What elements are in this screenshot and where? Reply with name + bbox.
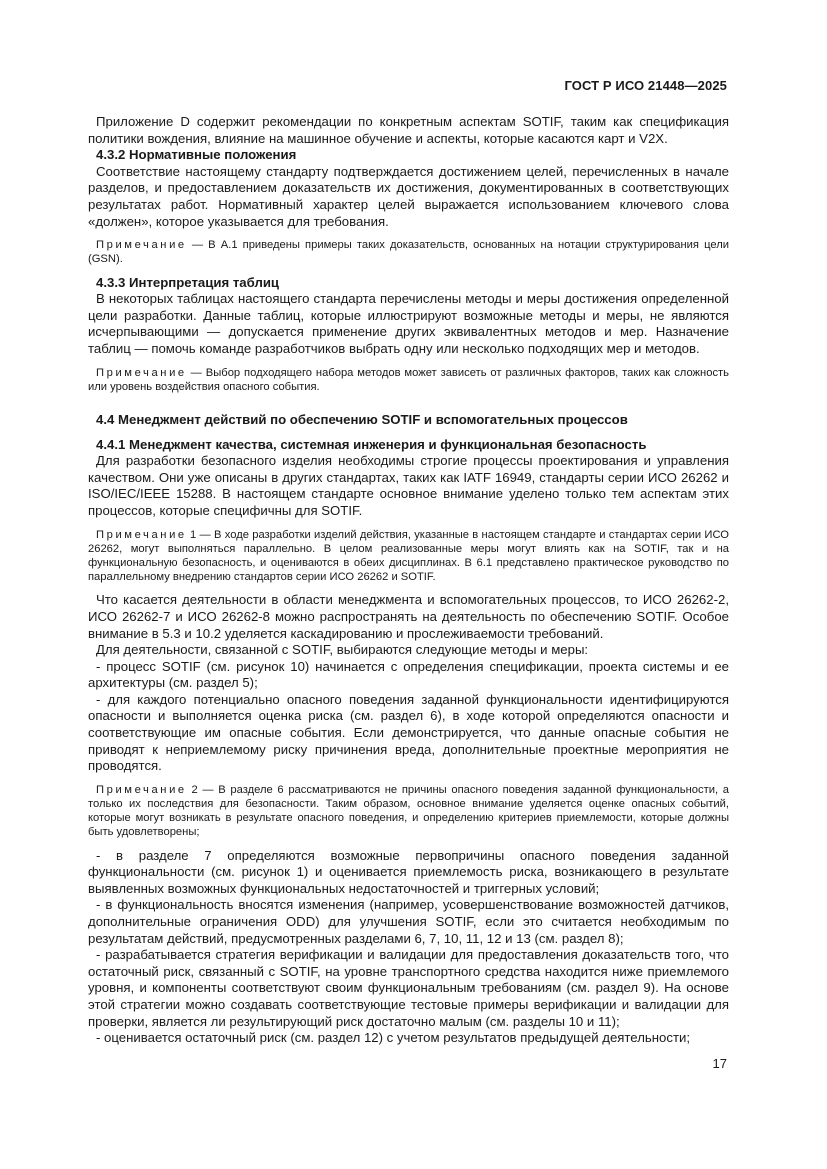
list-item: - разрабатывается стратегия верификации и валидации для предоставления доказательств того, что остаточный риск, связанный с SOTIF, на уровне транспортного средства находится ниже приемлемого уровня, и компоненты соответствуют своим функциональным требованиям (см. раздел 9). На основе этой стратегии можно создавать соответствующие тестовые примеры верификации и валидации для проверки, является ли результирующий риск достаточно малым (см. разделы 10 и 11); (88, 947, 729, 1029)
section-heading-4-3-2: 4.3.2 Нормативные положения (96, 147, 297, 163)
note-text: 1 — В ходе разработки изделий действия, указанные в настоящем стандарте и стандартах серии ИСО 26262, могут выполняться параллельно. В целом реализованные меры могут влиять как на SOTIF, так и на функциональную безопасность, и оцениваются в обеих дисциплинах. В 6.1 представлено практическое руководство по параллельному внедрению стандартов серии ИСО 26262 и SOTIF. (88, 528, 729, 584)
page-content (88, 114, 729, 1047)
note-label: Примечание (96, 528, 187, 541)
note (88, 366, 729, 394)
paragraph: Что касается деятельности в области менеджмента и вспомогательных процессов, то ИСО 26262-2, ИСО 26262-7 и ИСО 26262-8 можно распространять на деятельность по обеспечению SOTIF. Особое внимание в 5.3 и 10.2 уделяется каскадированию и прослеживаемости требований. (88, 592, 729, 641)
note-label: Примечание (96, 366, 187, 379)
note-label: Примечание (96, 783, 187, 796)
section-heading-4-3-3: 4.3.3 Интерпретация таблиц (96, 274, 280, 290)
page-number: 17 (712, 1056, 727, 1071)
paragraph: Соответствие настоящему стандарту подтверждается достижением целей, перечисленных в начале разделов, и предоставлением доказательств их достижения, документированных в соответствующих результатах работ. Нормативный характер целей выражается использованием ключевого слова «должен», которое указывается для требования. (88, 163, 729, 229)
note-text: 2 — В разделе 6 рассматриваются не причины опасного поведения заданной функциональности, а только их последствия для безопасности. Таким образом, основное внимание уделяется оценке опасных событий, которые могут возникать в результате опасного поведения, и определению критериев приемлемости, которые должны быть удовлетворены; (88, 783, 729, 839)
list-item: - в разделе 7 определяются возможные первопричины опасного поведения заданной функциональности (см. рисунок 1) и оценивается приемлемость риска, возникающего в результате выявленных возможных функциональных недостаточностей и триггерных условий; (88, 847, 729, 896)
paragraph: Для разработки безопасного изделия необходимы строгие процессы проектирования и управления качеством. Они уже описаны в других стандартах, таких как IATF 16949, стандарты серии ИСО 26262 и ISO/IEC/IEEE 15288. В настоящем стандарте основное внимание уделено только тем аспектам этих процессов, которые специфичны для SOTIF. (88, 453, 729, 518)
list-item: - в функциональность вносятся изменения (например, усовершенствование возможностей датчиков, дополнительные ограничения ODD) для улучшения SOTIF, если это считается необходимым по результатам действий, предусмотренных разделами 6, 7, 10, 11, 12 и 13 (см. раздел 8); (88, 897, 729, 946)
note (88, 528, 729, 585)
section-heading-4-4-1: 4.4.1 Менеджмент качества, системная инженерия и функциональная безопасность (96, 436, 647, 452)
paragraph: Для деятельности, связанной с SOTIF, выбираются следующие методы и меры: (96, 642, 589, 658)
section-heading-4-4: 4.4 Менеджмент действий по обеспечению SOTIF и вспомогательных процессов (96, 411, 628, 427)
paragraph: Приложение D содержит рекомендации по конкретным аспектам SOTIF, таким как спецификация политики вождения, влияние на машинное обучение и аспекты, которые касаются карт и V2X. (88, 114, 729, 146)
note-text: — В А.1 приведены примеры таких доказательств, основанных на нотации структурирования цели (GSN). (88, 239, 729, 266)
page-header: ГОСТ Р ИСО 21448—2025 (564, 78, 727, 93)
list-item: - процесс SOTIF (см. рисунок 10) начинается с определения спецификации, проекта системы и ее архитектуры (см. раздел 5); (88, 658, 729, 691)
paragraph: В некоторых таблицах настоящего стандарта перечислены методы и меры достижения определенной цели разработки. Данные таблиц, которые иллюстрируют возможные методы и меры, не являются исчерпывающими — допускается применение других эквивалентных методов и мер. Назначение таблиц — помочь команде разработчиков выбрать одну или несколько подходящих мер и методов. (88, 291, 729, 356)
note-label: Примечание (96, 239, 187, 252)
note-text: — Выбор подходящего набора методов может зависеть от различных факторов, таких как сложность или уровень воздействия опасного события. (88, 366, 729, 393)
note (88, 238, 729, 266)
list-item: - для каждого потенциально опасного поведения заданной функциональности идентифицируются опасности и выполняется оценка риска (см. раздел 6), в ходе которой определяются опасности и соответствующие им опасные события. Если демонстрируется, что данные опасные события не приводят к неприемлемому риску причинения вреда, дополнительные проектные мероприятия не проводятся. (88, 691, 729, 774)
note (88, 783, 729, 840)
list-item: - оценивается остаточный риск (см. раздел 12) с учетом результатов предыдущей деятельности; (96, 1030, 691, 1046)
